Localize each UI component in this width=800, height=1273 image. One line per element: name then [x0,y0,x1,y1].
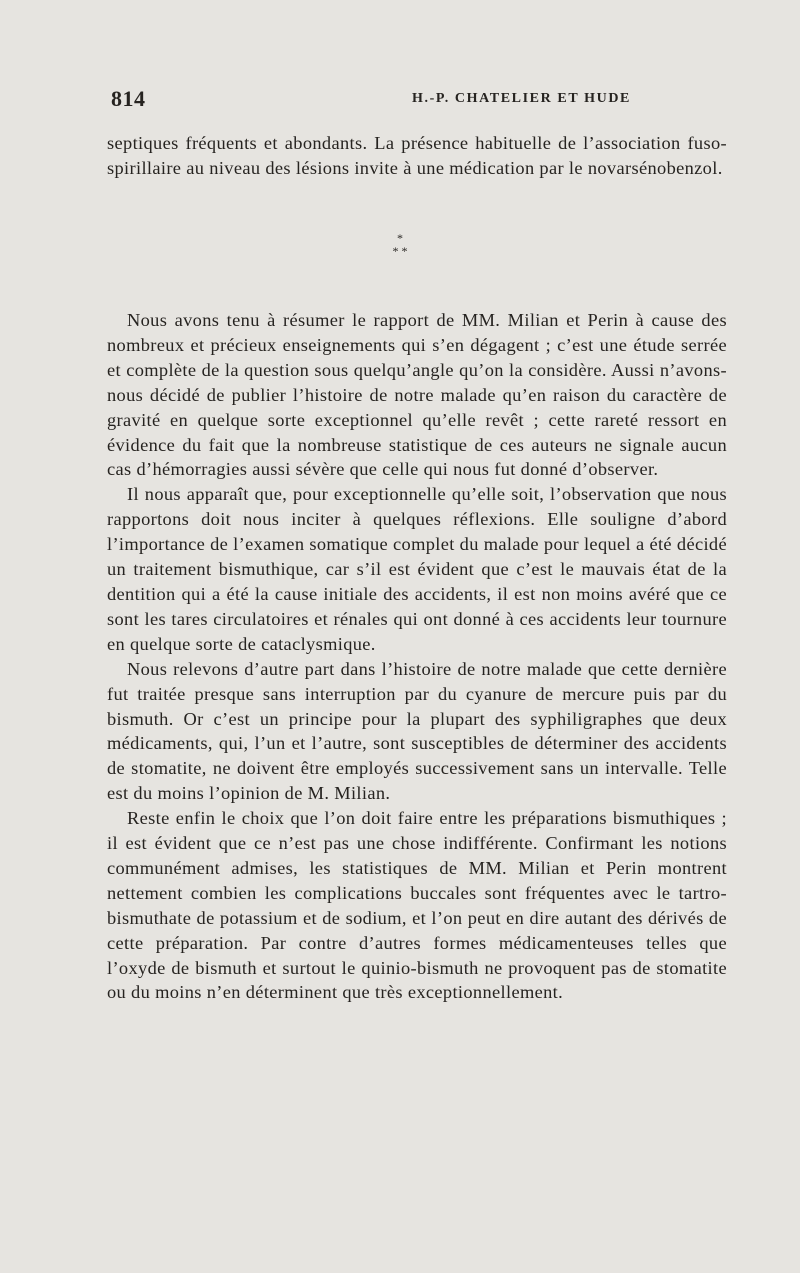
paragraph: Il nous apparaît que, pour exceptionnelle qu’elle soit, l’observation que nous rapportons doit nous inciter à quelques réflexions. Elle souligne d’abord l’importance de l’examen somatique complet du malade pour lequel a été décidé un traitement bismuthique, car s’il est évident que c’est le mauvais état de la dentition qui a été la cause initiale des accidents, il est non moins avéré que ce sont les tares circulatoires et rénales qui ont donné à ces accidents leur tournure en quelque sorte de cataclysmique. [107,484,727,654]
text-block-continued [107,131,727,181]
page-number: 814 [111,86,146,111]
asterism-top: * [397,231,403,245]
paragraph: Nous avons tenu à résumer le rapport de MM. Milian et Perin à cause des nombreux et précieux enseignements qui s’en dégagent ; c’est une étude serrée et complète de la question sous quelqu’angle qu’on la considère. Aussi n’avons-nous décidé de publier l’histoire de notre malade qu’en raison du caractère de gravité en quelque sorte exceptionnel qu’elle revêt ; cette rareté ressort en évidence du fait que la nombreuse statistique de ces auteurs ne signale aucun cas d’hémorragies aussi sévère que celle qui nous fut donné d’observer. [107,310,727,480]
asterism-bottom: * * [392,244,408,258]
page-header [107,86,727,116]
paragraph: Reste enfin le choix que l’on doit faire entre les préparations bismuthiques ; il est évident que ce n’est pas une chose indifférente. Confirmant les notions communément admises, les statistiques de MM. Milian et Perin montrent nettement combien les complications buccales sont fréquentes avec le tartro-bismuthate de potassium et de sodium, et l’on peut en dire autant des dérivés de cette préparation. Par contre d’autres formes médicamenteuses telles que l’oxyde de bismuth et surtout le quinio-bismuth ne provoquent pas de stomatite ou du moins n’en déterminent que très exceptionnellement. [107,808,727,1003]
text-block-main [107,308,727,1005]
asterism-divider [370,232,430,262]
running-head: H.-P. CHATELIER ET HUDE [412,91,631,106]
paragraph: septiques fréquents et abondants. La présence habituelle de l’association fuso-spirillaire au niveau des lésions invite à une médication par le novarsénobenzol. [107,133,727,178]
paragraph: Nous relevons d’autre part dans l’histoire de notre malade que cette dernière fut traitée presque sans interruption par du cyanure de mercure puis par du bismuth. Or c’est un principe pour la plupart des syphiligraphes que deux médicaments, qui, l’un et l’autre, sont susceptibles de déterminer des accidents de stomatite, ne doivent être employés successivement sans un intervalle. Telle est du moins l’opinion de M. Milian. [107,658,727,804]
